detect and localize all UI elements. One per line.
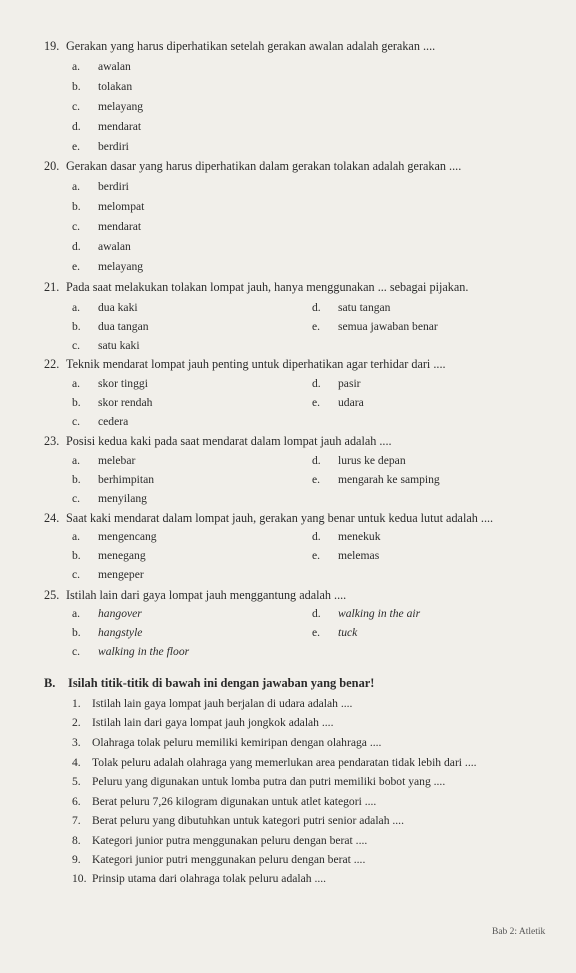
option: c. mengeper [72, 568, 144, 581]
option: b. dua tangan [72, 320, 149, 333]
option: d. pasir [312, 377, 361, 390]
fill-item: 8. Kategori junior putra menggunakan peluru dengan berat .... [72, 834, 368, 847]
option: a. melebar [72, 454, 136, 467]
question-24: 24. Saat kaki mendarat dalam lompat jauh, gerakan yang benar untuk kedua lutut adalah .... [44, 511, 494, 525]
option: e. berdiri [72, 140, 129, 153]
question-25: 25. Istilah lain dari gaya lompat jauh menggantung adalah .... [44, 588, 347, 602]
question-22: 22. Teknik mendarat lompat jauh penting untuk diperhatikan agar terhidar dari .... [44, 357, 446, 371]
option: b. skor rendah [72, 396, 153, 409]
option: a. dua kaki [72, 301, 138, 314]
option: e. tuck [312, 626, 358, 639]
option: e. semua jawaban benar [312, 320, 438, 333]
fill-item: 7. Berat peluru yang dibutuhkan untuk kategori putri senior adalah .... [72, 814, 404, 827]
option: b. hangstyle [72, 626, 143, 639]
option: e. melemas [312, 549, 380, 562]
option: b. menegang [72, 549, 146, 562]
option: a. awalan [72, 60, 131, 73]
option: b. berhimpitan [72, 473, 155, 486]
page-footer: Bab 2: Atletik [492, 927, 546, 937]
fill-item: 5. Peluru yang digunakan untuk lomba putra dan putri memiliki bobot yang .... [72, 775, 446, 788]
option: b. melompat [72, 200, 145, 213]
option: c. cedera [72, 415, 129, 428]
option: d. menekuk [312, 530, 381, 543]
fill-item: 10. Prinsip utama dari olahraga tolak peluru adalah .... [72, 872, 327, 885]
option: a. mengencang [72, 530, 157, 543]
option: a. berdiri [72, 180, 129, 193]
fill-item: 9. Kategori junior putri menggunakan peluru dengan berat .... [72, 853, 366, 866]
question-20: 20. Gerakan dasar yang harus diperhatikan dalam gerakan tolakan adalah gerakan .... [44, 159, 462, 173]
option: c. menyilang [72, 492, 147, 505]
option: c. mendarat [72, 220, 142, 233]
fill-item: 1. Istilah lain gaya lompat jauh berjalan di udara adalah .... [72, 697, 353, 710]
fill-item: 3. Olahraga tolak peluru memiliki kemiripan dengan olahraga .... [72, 736, 382, 749]
option: e. melayang [72, 260, 144, 273]
option: d. satu tangan [312, 301, 391, 314]
option: c. satu kaki [72, 339, 140, 352]
option: c. melayang [72, 100, 144, 113]
option: d. awalan [72, 240, 131, 253]
option: c. walking in the floor [72, 645, 190, 658]
option: a. hangover [72, 607, 142, 620]
option: d. walking in the air [312, 607, 421, 620]
option: b. tolakan [72, 80, 133, 93]
fill-item: 2. Istilah lain dari gaya lompat jauh jongkok adalah .... [72, 716, 334, 729]
question-23: 23. Posisi kedua kaki pada saat mendarat dalam lompat jauh adalah .... [44, 434, 392, 448]
question-21: 21. Pada saat melakukan tolakan lompat jauh, hanya menggunakan ... sebagai pijakan. [44, 280, 469, 294]
question-19: 19. Gerakan yang harus diperhatikan setelah gerakan awalan adalah gerakan .... [44, 39, 436, 53]
fill-item: 6. Berat peluru 7,26 kilogram digunakan untuk atlet kategori .... [72, 795, 377, 808]
fill-item: 4. Tolak peluru adalah olahraga yang memerlukan area pendaratan tidak lebih dari .... [72, 756, 477, 769]
option: d. mendarat [72, 120, 142, 133]
option: e. mengarah ke samping [312, 473, 440, 486]
option: a. skor tinggi [72, 377, 148, 390]
option: d. lurus ke depan [312, 454, 406, 467]
option: e. udara [312, 396, 364, 409]
section-b-heading: B. Isilah titik-titik di bawah ini dengan jawaban yang benar! [44, 676, 375, 690]
